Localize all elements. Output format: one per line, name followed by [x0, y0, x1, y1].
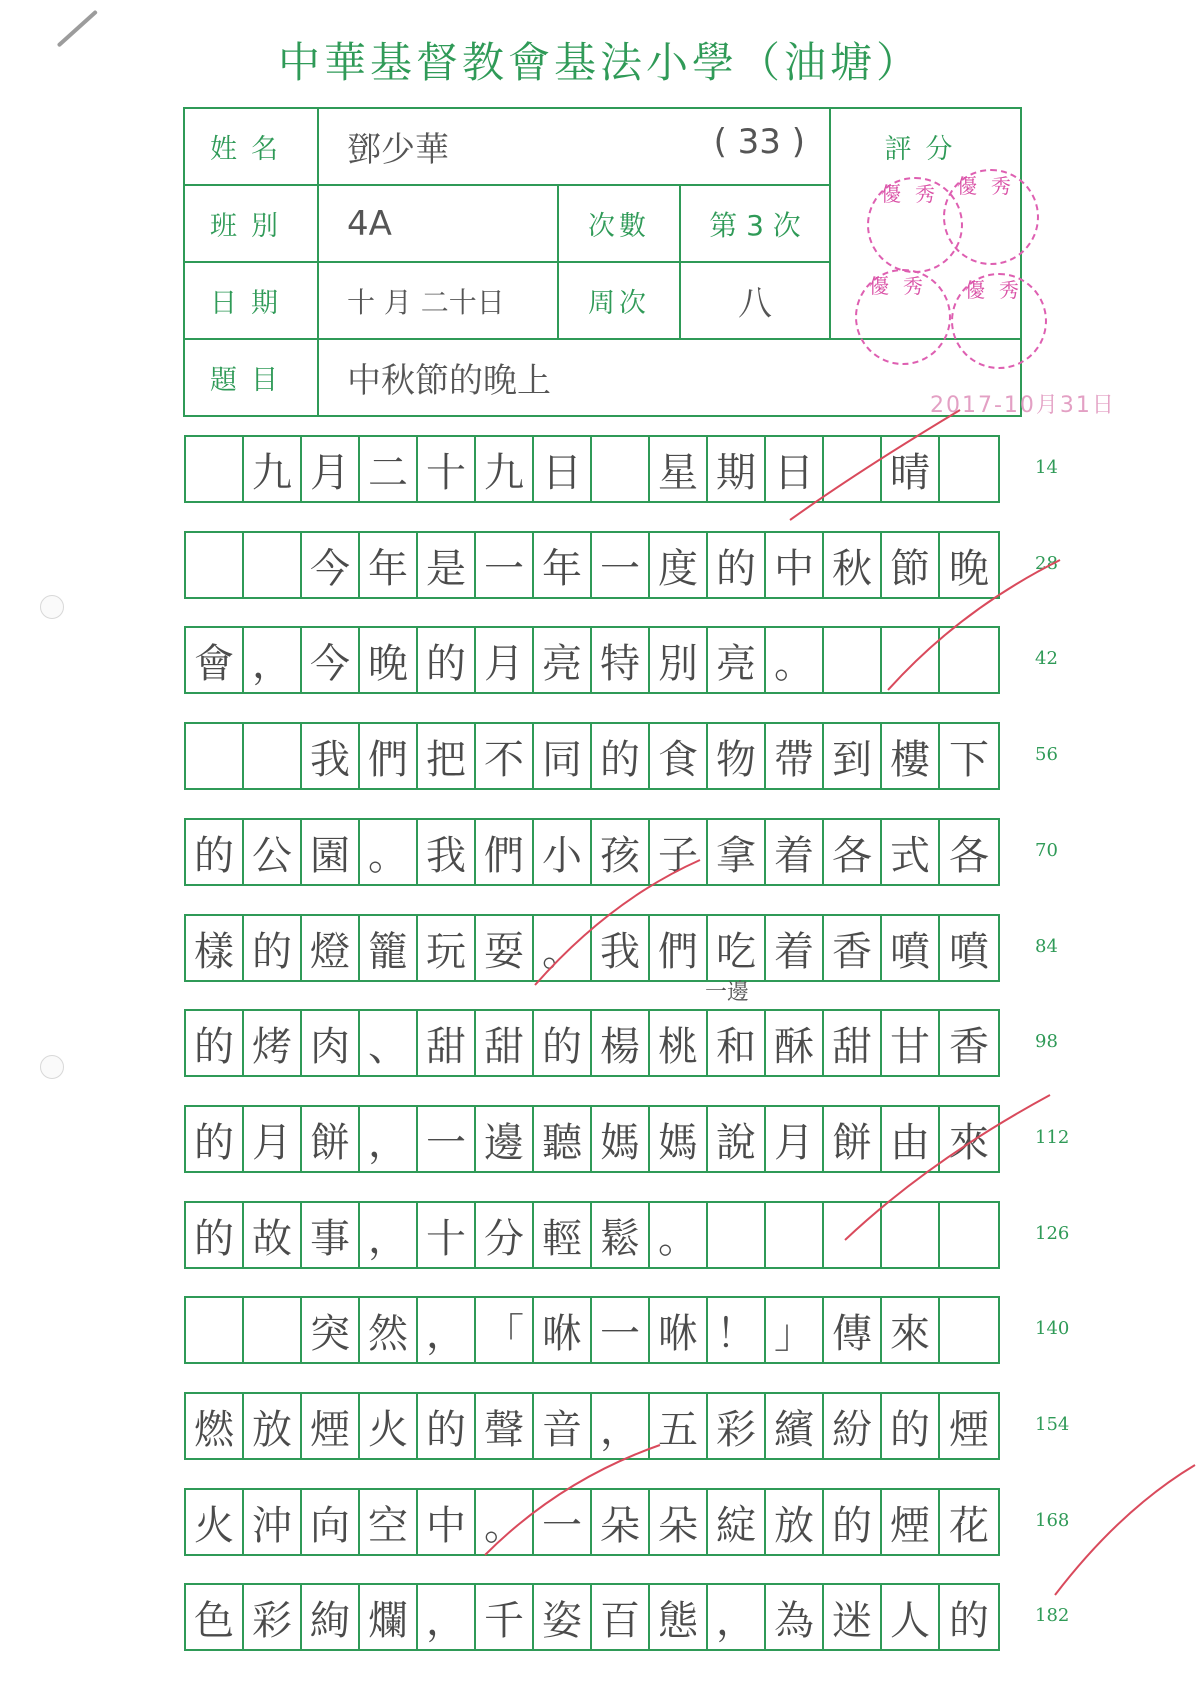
- essay-cell: 鬆: [592, 1203, 650, 1267]
- week-value: 八: [680, 262, 830, 339]
- essay-cell: 甜: [476, 1011, 534, 1075]
- essay-cell: 迷: [824, 1585, 882, 1649]
- name-value: 鄧少華: [347, 130, 449, 170]
- excellent-stamp: 優秀: [855, 269, 951, 365]
- essay-cell: 樓: [882, 724, 940, 788]
- essay-cell: ，: [592, 1394, 650, 1458]
- essay-cell: 月: [302, 437, 360, 501]
- essay-cell: 我: [418, 820, 476, 884]
- essay-cell: 月: [766, 1107, 824, 1171]
- essay-cell: ！: [708, 1298, 766, 1362]
- char-count: 112: [1035, 1127, 1070, 1148]
- essay-cell: 聽: [534, 1107, 592, 1171]
- essay-cell: 一: [592, 1298, 650, 1362]
- essay-cell: 為: [766, 1585, 824, 1649]
- seat-number: ( 33 ): [713, 122, 806, 162]
- essay-cell: 桃: [650, 1011, 708, 1075]
- char-count: 56: [1035, 744, 1058, 765]
- essay-cell: 年: [360, 533, 418, 597]
- essay-cell: 晚: [360, 628, 418, 692]
- essay-cell: 綻: [708, 1490, 766, 1554]
- essay-cell: 的: [949, 1597, 989, 1644]
- essay-cell: 的: [534, 1011, 592, 1075]
- essay-cell: 沖: [244, 1490, 302, 1554]
- tick-mark: [845, 1095, 1050, 1240]
- essay-cell: 今: [302, 628, 360, 692]
- essay-cell: 的: [244, 916, 302, 980]
- grade-label: 評分: [884, 134, 967, 165]
- essay-cell: 和: [708, 1011, 766, 1075]
- char-count: 84: [1035, 936, 1058, 957]
- name-label: 姓名: [184, 108, 318, 185]
- essay-cell: 是: [418, 533, 476, 597]
- essay-cell: ，: [244, 628, 302, 692]
- essay-cell: 的: [418, 1394, 476, 1458]
- essay-cell: 把: [418, 724, 476, 788]
- essay-cell: 色: [186, 1585, 244, 1649]
- essay-cell: 十: [418, 437, 476, 501]
- essay-cell: 各: [824, 820, 882, 884]
- essay-cell: ，: [708, 1585, 766, 1649]
- essay-cell: 九: [476, 437, 534, 501]
- char-count: 126: [1035, 1223, 1070, 1244]
- essay-cell: 下: [949, 736, 989, 783]
- essay-cell: 然: [360, 1298, 418, 1362]
- essay-cell: 節: [882, 533, 940, 597]
- essay-cell: 態: [650, 1585, 708, 1649]
- essay-cell: 爛: [360, 1585, 418, 1649]
- essay-cell: 來: [882, 1298, 940, 1362]
- essay-cell: 放: [244, 1394, 302, 1458]
- essay-cell: 公: [244, 820, 302, 884]
- attempt-value: 第 3 次: [680, 185, 830, 262]
- essay-cell: 事: [302, 1203, 360, 1267]
- essay-cell: 二: [360, 437, 418, 501]
- char-count: 70: [1035, 840, 1058, 861]
- essay-cell: 小: [534, 820, 592, 884]
- essay-cell: 香: [824, 916, 882, 980]
- essay-cell: 們: [360, 724, 418, 788]
- essay-cell: 我: [302, 724, 360, 788]
- essay-cell: 特: [592, 628, 650, 692]
- essay-cell: 的: [708, 533, 766, 597]
- essay-cell: 人: [882, 1585, 940, 1649]
- essay-cell: 日: [766, 437, 824, 501]
- essay-cell: 說: [708, 1107, 766, 1171]
- essay-cell: 今: [302, 533, 360, 597]
- essay-cell: 的: [824, 1490, 882, 1554]
- topic-value: 中秋節的晚上: [318, 339, 1021, 416]
- week-label: 周次: [558, 262, 680, 339]
- attempt-label: 次數: [558, 185, 680, 262]
- essay-cell: 的: [882, 1394, 940, 1458]
- essay-cell: 火: [360, 1394, 418, 1458]
- topic-label: 題目: [184, 339, 318, 416]
- essay-cell: 亮: [534, 628, 592, 692]
- essay-cell: 來: [949, 1119, 989, 1166]
- essay-cell: 會: [186, 628, 244, 692]
- essay-cell: 孩: [592, 820, 650, 884]
- essay-cell: 烤: [244, 1011, 302, 1075]
- essay-cell: 分: [476, 1203, 534, 1267]
- essay-cell: ，: [360, 1107, 418, 1171]
- essay-cell: 月: [476, 628, 534, 692]
- date-label: 日期: [184, 262, 318, 339]
- essay-cell: 吃: [708, 916, 766, 980]
- essay-cell: 中: [418, 1490, 476, 1554]
- essay-cell: 燈: [302, 916, 360, 980]
- essay-cell: ，: [418, 1585, 476, 1649]
- essay-cell: 煙: [302, 1394, 360, 1458]
- char-count: 182: [1035, 1605, 1070, 1626]
- essay-cell: 子: [650, 820, 708, 884]
- essay-cell: 火: [186, 1490, 244, 1554]
- essay-cell: 一: [534, 1490, 592, 1554]
- essay-cell: 百: [592, 1585, 650, 1649]
- tick-mark: [485, 1445, 660, 1555]
- excellent-stamp: 優秀: [867, 177, 963, 273]
- essay-cell: 的: [592, 724, 650, 788]
- essay-cell: 甘: [882, 1011, 940, 1075]
- essay-cell: 的: [186, 1203, 244, 1267]
- essay-cell: 空: [360, 1490, 418, 1554]
- essay-cell: 煙: [949, 1406, 989, 1453]
- char-count: 154: [1035, 1414, 1070, 1435]
- essay-cell: 秋: [824, 533, 882, 597]
- essay-cell: 。: [476, 1490, 534, 1554]
- tick-mark: [535, 860, 700, 985]
- class-label: 班別: [184, 185, 318, 262]
- essay-cell: 。: [360, 820, 418, 884]
- essay-cell: 」: [766, 1298, 824, 1362]
- essay-cell: 到: [824, 724, 882, 788]
- essay-cell: 媽: [592, 1107, 650, 1171]
- essay-cell: 期: [708, 437, 766, 501]
- essay-cell: ，: [360, 1203, 418, 1267]
- essay-cell: 九: [244, 437, 302, 501]
- essay-cell: 朵: [592, 1490, 650, 1554]
- essay-cell: 傳: [824, 1298, 882, 1362]
- essay-cell: 絢: [302, 1585, 360, 1649]
- excellent-stamp: 優秀: [951, 273, 1047, 369]
- essay-cell: 十: [418, 1203, 476, 1267]
- date-stamp: 2017-10月31日: [930, 393, 1116, 418]
- essay-cell: 噴: [949, 928, 989, 975]
- essay-cell: 由: [882, 1107, 940, 1171]
- essay-cell: 香: [949, 1023, 989, 1070]
- essay-cell: 各: [949, 832, 989, 879]
- essay-cell: 音: [534, 1394, 592, 1458]
- essay-cell: 不: [476, 724, 534, 788]
- char-count: 14: [1035, 457, 1058, 478]
- essay-cell: 花: [949, 1502, 989, 1549]
- essay-cell: 楊: [592, 1011, 650, 1075]
- essay-cell: 放: [766, 1490, 824, 1554]
- essay-cell: 年: [534, 533, 592, 597]
- essay-cell: 月: [244, 1107, 302, 1171]
- essay-cell: 聲: [476, 1394, 534, 1458]
- essay-cell: 一: [476, 533, 534, 597]
- essay-cell: 別: [650, 628, 708, 692]
- essay-cell: 燃: [186, 1394, 244, 1458]
- essay-cell: 日: [534, 437, 592, 501]
- essay-cell: 晚: [949, 545, 989, 592]
- essay-cell: 彩: [244, 1585, 302, 1649]
- essay-cell: 媽: [650, 1107, 708, 1171]
- essay-cell: 們: [476, 820, 534, 884]
- essay-cell: 着: [766, 916, 824, 980]
- essay-cell: 一: [592, 533, 650, 597]
- class-value: 4A: [318, 185, 558, 262]
- essay-cell: 故: [244, 1203, 302, 1267]
- essay-cell: 晴: [882, 437, 940, 501]
- char-count: 42: [1035, 648, 1058, 669]
- essay-cell: 紛: [824, 1394, 882, 1458]
- school-title: 中華基督教會基法小學（油塘）: [277, 38, 922, 87]
- char-count: 28: [1035, 553, 1058, 574]
- essay-cell: 酥: [766, 1011, 824, 1075]
- essay-cell: 食: [650, 724, 708, 788]
- essay-cell: 拿: [708, 820, 766, 884]
- essay-cell: 的: [186, 820, 244, 884]
- essay-cell: 一: [418, 1107, 476, 1171]
- essay-cell: 們: [650, 916, 708, 980]
- essay-cell: 。: [650, 1203, 708, 1267]
- essay-cell: 籠: [360, 916, 418, 980]
- essay-cell: ，: [418, 1298, 476, 1362]
- essay-cell: 咻: [534, 1298, 592, 1362]
- essay-cell: 「: [476, 1298, 534, 1362]
- essay-cell: 的: [186, 1107, 244, 1171]
- tick-mark: [888, 560, 1060, 690]
- essay-cell: 甜: [418, 1011, 476, 1075]
- essay-cell: 邊: [476, 1107, 534, 1171]
- essay-cell: 噴: [882, 916, 940, 980]
- excellent-stamp: 優秀: [943, 169, 1039, 265]
- essay-cell: 的: [186, 1011, 244, 1075]
- essay-cell: 的: [418, 628, 476, 692]
- essay-cell: 耍: [476, 916, 534, 980]
- essay-cell: 。: [766, 628, 824, 692]
- essay-cell: 朵: [650, 1490, 708, 1554]
- essay-cell: 餅: [824, 1107, 882, 1171]
- essay-cell: 千: [476, 1585, 534, 1649]
- essay-cell: 煙: [882, 1490, 940, 1554]
- essay-cell: 中: [766, 533, 824, 597]
- char-count: 98: [1035, 1031, 1058, 1052]
- essay-cell: 帶: [766, 724, 824, 788]
- essay-cell: 餅: [302, 1107, 360, 1171]
- essay-cell: 樣: [186, 916, 244, 980]
- essay-cell: 度: [650, 533, 708, 597]
- essay-cell: 同: [534, 724, 592, 788]
- essay-cell: 玩: [418, 916, 476, 980]
- essay-cell: 我: [592, 916, 650, 980]
- essay-cell: 突: [302, 1298, 360, 1362]
- essay-cell: 園: [302, 820, 360, 884]
- essay-cell: 肉: [302, 1011, 360, 1075]
- essay-cell: 彩: [708, 1394, 766, 1458]
- inserted-correction: 一邊: [705, 980, 750, 1005]
- essay-cell: 咻: [650, 1298, 708, 1362]
- essay-cell: 、: [360, 1011, 418, 1075]
- essay-cell: 。: [534, 916, 592, 980]
- essay-cell: 五: [650, 1394, 708, 1458]
- date-value: 十 月 二十日: [318, 262, 558, 339]
- essay-cell: 繽: [766, 1394, 824, 1458]
- char-count: 140: [1035, 1318, 1070, 1339]
- char-count: 168: [1035, 1510, 1070, 1531]
- essay-cell: 星: [650, 437, 708, 501]
- essay-cell: 物: [708, 724, 766, 788]
- essay-cell: 輕: [534, 1203, 592, 1267]
- essay-cell: 式: [882, 820, 940, 884]
- essay-cell: 着: [766, 820, 824, 884]
- essay-cell: 向: [302, 1490, 360, 1554]
- essay-cell: 甜: [824, 1011, 882, 1075]
- tick-mark: [790, 410, 960, 520]
- essay-cell: 姿: [534, 1585, 592, 1649]
- essay-cell: 亮: [708, 628, 766, 692]
- tick-mark: [1055, 1465, 1195, 1595]
